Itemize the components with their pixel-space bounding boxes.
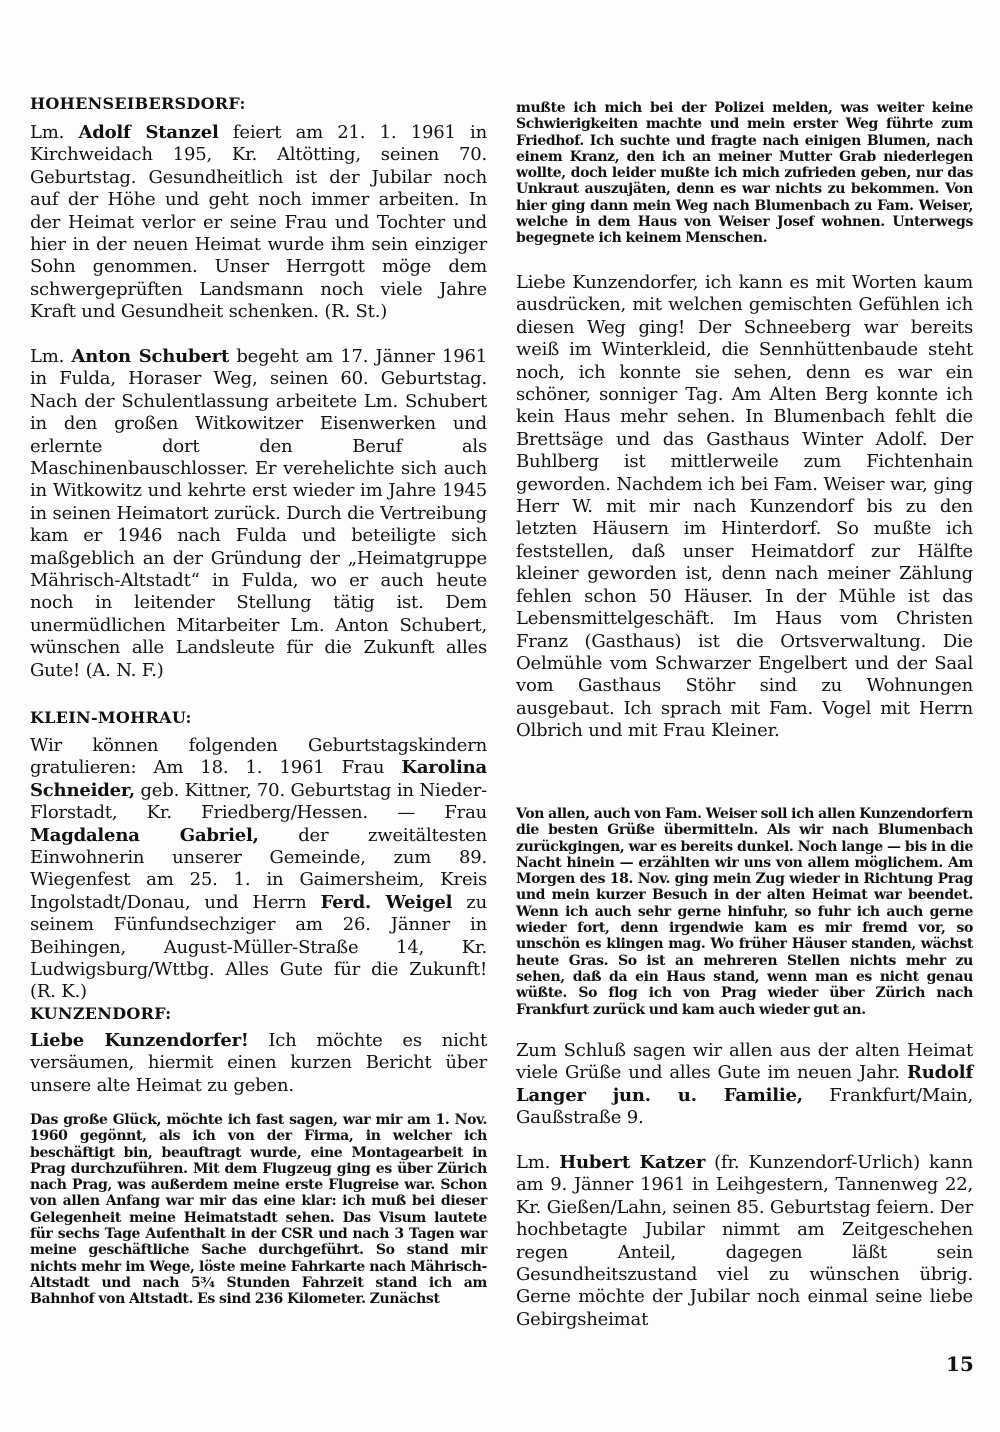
page-number: 15 [946, 1352, 974, 1376]
text-run: zu seinem Fünfundsechziger am 26. Jänner in Beihingen, August-Müller-Straße 14, Kr. Ludwigsburg/Wttbg. Alles Gute für die Zukunft! (R. K.) [30, 891, 487, 1003]
text-run: begeht am 17. Jänner 1961 in Fulda, Horaser Weg, seinen 60. Geburtstag. Nach der Schulentlassung arbeitete Lm. Schubert in den großen Witkowitzer Eisenwerken und erlernte dort den Beruf als Maschinenbauschlosser. Er verehelichte sich auch in Witkowitz und kehrte erst wieder im Jahre 1945 in seinen Heimatort zurück. Durch die Vertreibung kam er 1946 nach Fulda und beteiligte sich maßgeblich an der Gründung der „Heimatgruppe Mährisch-Altstadt“ in Fulda, wo er auch heute noch in leitender Stellung tätig ist. Dem unermüdlichen Mitarbeiter Lm. Anton Schubert, wünschen alle Landsleute für die Zukunft alles Gute! (A. N. F.) [30, 346, 487, 681]
bold-name: Ferd. Weigel [320, 891, 453, 913]
article-klein-mohrau-birthdays [30, 735, 487, 1004]
article-schubert [30, 346, 487, 682]
text-run: der zweitältesten Einwohnerin unserer Gemeinde, zum 89. Wiegenfest am 25. 1. in Gaimersheim, Kreis Ingolstadt/Donau, und Herrn [30, 824, 487, 913]
text-run: Zum Schluß sagen wir allen aus der alten Heimat viele Grüße und alles Gute im neuen Jahr. [516, 1040, 973, 1084]
text-run: (fr. Kunzendorf-Urlich) kann am 9. Jänner 1961 in Leihgestern, Tannenweg 22, Kr. Gießen/Lahn, seinen 85. Geburtstag feiern. Der hochbetagte Jubilar nimmt am Zeitgeschehen regen Anteil, dagegen läßt sein Gesundheitszustand viel zu wünschen übrig. Gerne möchte der Jubilar noch einmal seine liebe Gebirgsheimat [516, 1152, 973, 1330]
bold-name: Karolina Schneider, [30, 757, 487, 801]
article-stanzel [30, 122, 487, 324]
article-kunzendorf-closing [516, 1040, 973, 1130]
text-run: Frankfurt/Main, Gaußstraße 9. [516, 1084, 973, 1129]
text-run: Lm. [516, 1152, 560, 1173]
bold-name: Adolf Stanzel [78, 122, 219, 143]
text-run: Von allen, auch von Fam. Weiser soll ich allen Kunzendorfern die besten Grüße übermitteln. Als wir nach Blumenbach zurückgingen, war es bereits dunkel. Noch lange — bis in die Nacht hinein — erzählten wir uns von allem möglichem. Am Morgen des 18. Nov. ging mein Zug wieder in Richtung Prag und mein kurzer Besuch in der alten Heimat war beendet. Wenn ich auch sehr gerne hinfuhr, so fuhr ich auch gerne wieder fort, denn irgendwie kam es mir fremd vor, so unschön es klingen mag. Wo früher Häuser standen, wächst heute Gras. So ist an mehreren Stellen nichts mehr zu sehen, daß da ein Haus stand, wenn man es nicht genau wüßte. So flog ich von Prag wieder über Zürich nach Frankfurt zurück und kam auch wieder gut an. [516, 806, 973, 1018]
text-run: geb. Kittner, 70. Geburtstag in Nieder-Florstadt, Kr. Friedberg/Hessen. — Frau [30, 779, 487, 824]
text-run: Ich möchte es nicht versäumen, hiermit einen kurzen Bericht über unsere alte Heimat zu geben. [30, 1030, 487, 1096]
text-run: feiert am 21. 1. 1961 in Kirchweidach 195, Kr. Altötting, seinen 70. Geburtstag. Gesundheitlich ist der Jubilar noch auf der Höhe und geht noch immer arbeiten. In der Heimat verlor er seine Frau und Tochter und hier in der neuen Heimat wurde ihm sein einziger Sohn genommen. Unser Herrgott möge dem schwergeprüften Landsmann noch viele Jahre Kraft und Gesundheit schenken. (R. St.) [30, 122, 487, 323]
section-heading-klein-mohrau: KLEIN-MOHRAU: [30, 708, 192, 727]
text-run: Lm. [30, 346, 72, 367]
article-kunzendorf-report-part3 [516, 272, 973, 743]
section-heading-kunzendorf: KUNZENDORF: [30, 1004, 172, 1023]
article-kunzendorf-intro [30, 1030, 487, 1097]
text-run: Liebe Kunzendorfer, ich kann es mit Worten kaum ausdrücken, mit welchen gemischten Gefühlen ich diesen Weg ging! Der Schneeberg war bereits weiß im Winterkleid, die Sennhüttenbaude steht noch, ich konnte sie sehen, denn es war ein schöner, sonniger Tag. Am Alten Berg konnte ich kein Haus mehr sehen. In Blumenbach fehlt die Brettsäge und das Gasthaus Winter Adolf. Der Buhlberg ist mittlerweile zum Fichtenhain geworden. Nachdem ich bei Fam. Weiser war, ging Herr W. mit mir nach Kunzendorf bis zu den letzten Häusern im Hinterdorf. So mußte ich feststellen, daß unser Heimatdorf zur Hälfte kleiner geworden ist, denn nach meiner Zählung fehlen schon 50 Häuser. In der Mühle ist das Lebensmittelgeschäft. Im Haus vom Christen Franz (Gasthaus) ist die Ortsverwaltung. Die Oelmühle vom Schwarzer Engelbert und der Saal vom Gasthaus Stöhr sind zu Wohnungen ausgebaut. Ich sprach mit Fam. Vogel mit Herrn Olbrich und mit Frau Kleiner. [516, 272, 973, 742]
article-kunzendorf-report-part4 [516, 806, 973, 1018]
article-kunzendorf-report-part1 [30, 1112, 487, 1308]
section-heading-hohenseibersdorf: HOHENSEIBERSDORF: [30, 94, 246, 113]
text-run: Wir können folgenden Geburtstagskindern gratulieren: Am 18. 1. 1961 Frau [30, 735, 487, 779]
bold-name: Rudolf Langer jun. u. Familie, [516, 1062, 973, 1106]
text-run: Lm. [30, 122, 79, 143]
bold-name: Anton Schubert [71, 346, 230, 367]
text-run: Das große Glück, möchte ich fast sagen, war mir am 1. Nov. 1960 gegönnt, als ich von der Firma, in welcher ich beschäftigt bin, beauftragt wurde, eine Montagearbeit in Prag durchzuführen. Mit dem Flugzeug ging es über Zürich nach Prag, was außerdem meine erste Flugreise war. Schon von allen Anfang war mir das eine klar: ich muß bei dieser Gelegenheit meine Heimatstadt sehen. Das Visum lautete für sechs Tage Aufenthalt in der CSR und nach 3 Tagen war meine geschäftliche Sache durchgeführt. So stand mir nichts mehr im Wege, löste meine Fahrkarte nach Mährisch-Altstadt und nach 5¾ Stunden Fahrzeit stand ich am Bahnhof von Altstadt. Es sind 236 Kilometer. Zunächst [30, 1112, 487, 1308]
bold-name: Hubert Katzer [559, 1152, 706, 1173]
bold-name: Magdalena Gabriel, [30, 824, 259, 846]
bold-name: Liebe Kunzendorfer! [30, 1030, 249, 1051]
article-kunzendorf-report-part2 [516, 100, 973, 247]
text-run: mußte ich mich bei der Polizei melden, was weiter keine Schwierigkeiten machte und mein erster Weg führte zum Friedhof. Ich suchte und fragte nach einigen Blumen, nach einem Kranz, den ich an meiner Mutter Grab niederlegen wollte, doch leider mußte ich mich zufrieden geben, nur das Unkraut auszujäten, denn es war nichts zu bekommen. Von hier ging dann mein Weg nach Blumenbach zu Fam. Weiser, welche in dem Haus von Weiser Josef wohnen. Unterwegs begegnete ich keinem Menschen. [516, 100, 973, 247]
article-katzer [516, 1152, 973, 1331]
